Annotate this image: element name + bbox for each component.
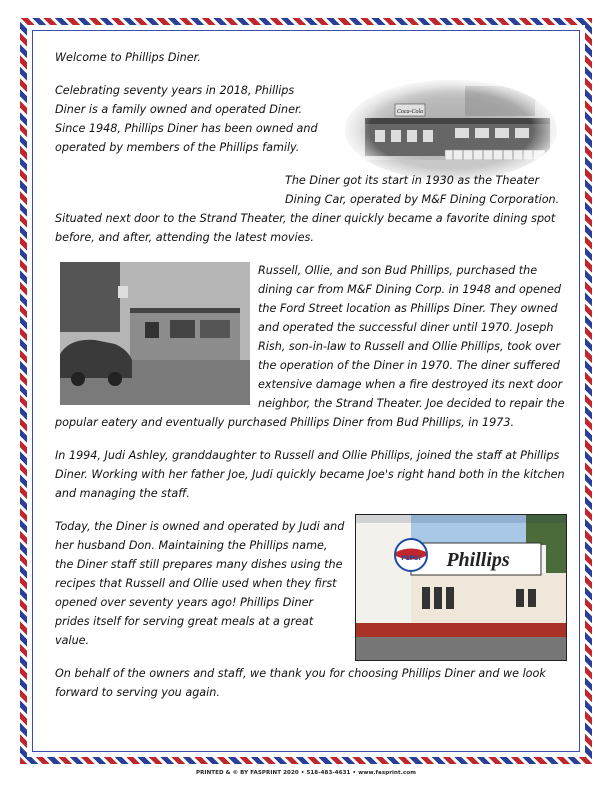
print-credit-footer: PRINTED & © BY FASPRINT 2020 • 518-483-4631 • www.fasprint.com [195,770,417,776]
pepsi-sign: PEPSI [401,555,421,562]
paragraph-history: The Diner got its start in 1930 as the Theater Dining Car, operated by M&F Dining Corporation. Situated next door to the Strand Theater, the diner quickly became a favorite dining spot before, and after, attending the latest movies. [55,174,560,244]
phillips-sign: Phillips [446,549,510,571]
paragraph-anniversary: Celebrating seventy years in 2018, Phillips Diner is a family owned and operated Diner. Since 1948, Phillips Diner has been owned and operated by members of the Phillips family. [55,84,318,154]
letter-body [55,48,565,716]
paragraph-1948: Russell, Ollie, and son Bud Phillips, purchased the dining car from M&F Dining Corp. in 1948 and opened the Ford Street location as Phillips Diner. They owned and operated the successful diner until 1970. Joseph Rish, son-in-law to Russell and Ollie Phillips, took over the operation of the Diner in 1970. The diner suffered extensive damage when a fire destroyed its next door neighbor, the Strand Theater. Joe decided to repair the popular eatery and eventually purchased Phillips Diner from Bud Phillips, in 1973. [55,264,565,429]
welcome-line: Welcome to Phillips Diner. [55,51,201,64]
paragraph-1994: In 1994, Judi Ashley, granddaughter to Russell and Ollie Phillips, joined the staff at Phillips Diner. Working with her father Joe, Judi quickly became Joe's right hand both in the kitchen and managing the staff. [55,449,565,500]
paragraph-today: Today, the Diner is owned and operated by Judi and her husband Don. Maintaining the Phillips name, the Diner staff still prepares many dishes using the recipes that Russell and Ollie used when they first opened over seventy years ago! Phillips Diner prides itself for serving great meals at a great value. [55,520,345,647]
paragraph-thanks: On behalf of the owners and staff, we thank you for choosing Phillips Diner and we look forward to serving you again. [55,667,546,699]
